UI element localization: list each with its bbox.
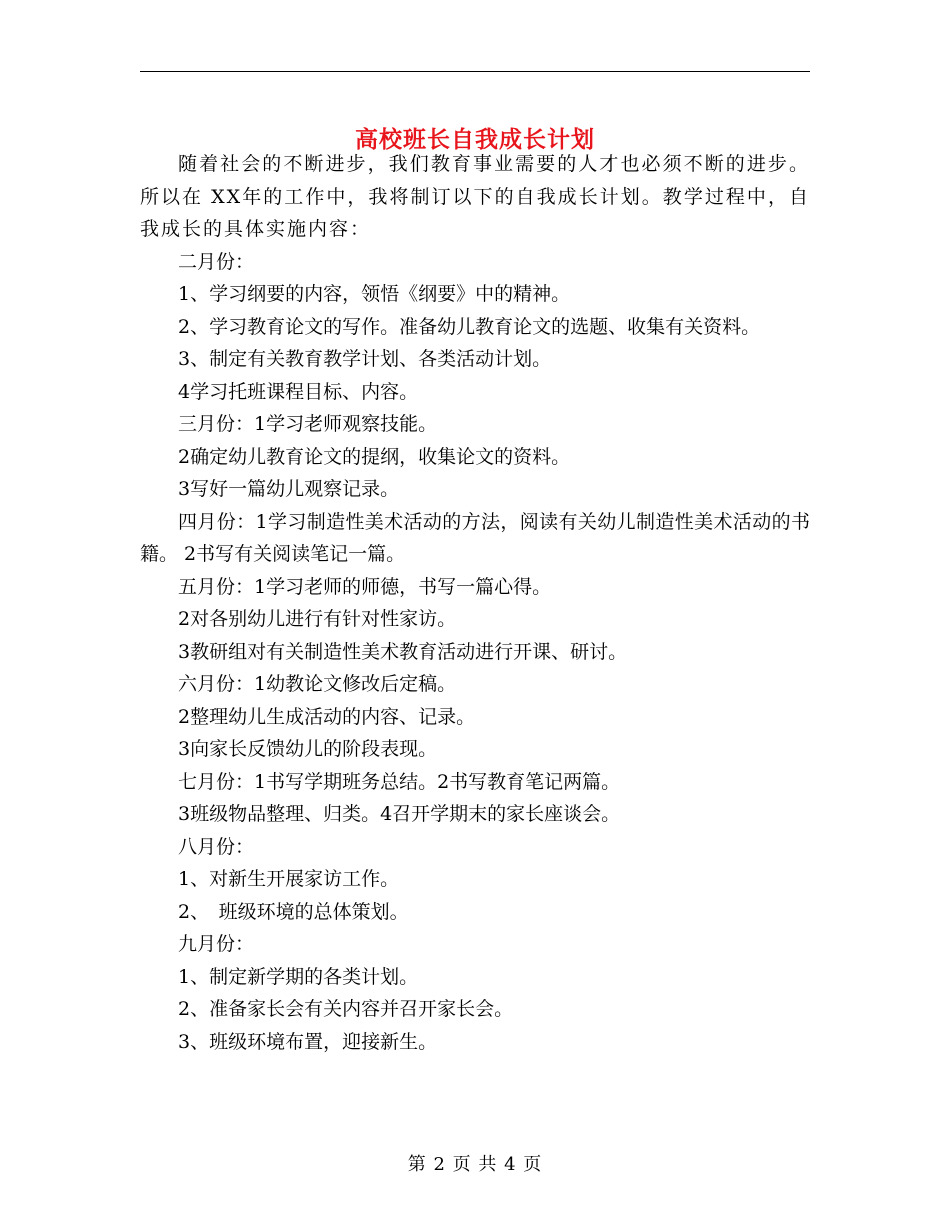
document-body bbox=[140, 148, 810, 1058]
intro-paragraph: 随着社会的不断进步，我们教育事业需要的人才也必须不断的进步。所以在 XX年的工作中，我将制订以下的自我成长计划。教学过程中，自我成长的具体实施内容： bbox=[140, 153, 810, 240]
plan-item: 2对各别幼儿进行有针对性家访。 bbox=[178, 608, 457, 630]
section-heading-june: 六月份：1幼教论文修改后定稿。 bbox=[178, 673, 457, 695]
plan-item: 2确定幼儿教育论文的提纲，收集论文的资料。 bbox=[178, 445, 571, 468]
document-title: 高校班长自我成长计划 bbox=[355, 126, 595, 154]
section-heading-march: 三月份：1学习老师观察技能。 bbox=[178, 413, 438, 435]
plan-item: 3写好一篇幼儿观察记录。 bbox=[178, 478, 400, 500]
header-rule bbox=[140, 71, 810, 72]
plan-item: 1、对新生开展家访工作。 bbox=[178, 868, 400, 890]
plan-item: 3班级物品整理、归类。4召开学期末的家长座谈会。 bbox=[178, 803, 621, 825]
plan-item: 2、 班级环境的总体策划。 bbox=[178, 900, 409, 923]
section-heading-may: 五月份：1学习老师的师德，书写一篇心得。 bbox=[178, 575, 552, 598]
plan-item: 3教研组对有关制造性美术教育活动进行开课、研讨。 bbox=[178, 640, 628, 663]
plan-item: 3、班级环境布置，迎接新生。 bbox=[178, 1030, 438, 1053]
section-heading-july: 七月份：1书写学期班务总结。2书写教育笔记两篇。 bbox=[178, 770, 621, 793]
plan-item: 2、学习教育论文的写作。准备幼儿教育论文的选题、收集有关资料。 bbox=[178, 315, 761, 338]
section-heading-august: 八月份： bbox=[178, 835, 255, 858]
plan-item: 3、制定有关教育教学计划、各类活动计划。 bbox=[178, 348, 552, 370]
plan-item: 3向家长反馈幼儿的阶段表现。 bbox=[178, 738, 438, 760]
section-heading-february: 二月份： bbox=[178, 250, 255, 273]
plan-item: 1、学习纲要的内容，领悟《纲要》中的精神。 bbox=[178, 283, 571, 305]
section-heading-september: 九月份： bbox=[178, 933, 255, 955]
section-heading-april: 四月份：1学习制造性美术活动的方法，阅读有关幼儿制造性美术活动的书籍。 2书写有关阅读笔记一篇。 bbox=[140, 510, 810, 565]
plan-item: 4学习托班课程目标、内容。 bbox=[178, 380, 419, 403]
plan-item: 2整理幼儿生成活动的内容、记录。 bbox=[178, 705, 476, 728]
plan-item: 2、准备家长会有关内容并召开家长会。 bbox=[178, 998, 514, 1020]
plan-item: 1、制定新学期的各类计划。 bbox=[178, 965, 419, 988]
page-number: 第 2 页 共 4 页 bbox=[407, 1154, 543, 1175]
